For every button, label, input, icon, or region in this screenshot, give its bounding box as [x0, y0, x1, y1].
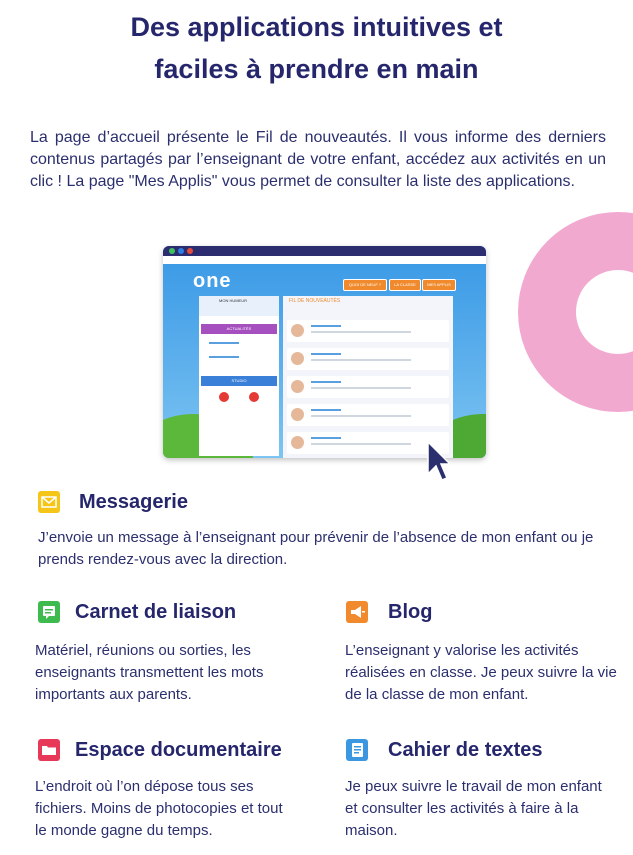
title-line-2: faciles à prendre en main [154, 54, 479, 84]
decorative-ring [518, 212, 633, 412]
envelope-icon [38, 491, 60, 513]
feed-panel [283, 296, 453, 458]
avatar [291, 324, 304, 337]
feed-item [287, 432, 449, 454]
window-dot-blue-icon [178, 248, 184, 254]
window-titlebar [163, 246, 486, 256]
espace-text: L’endroit où l’on dépose tous ses fichiers. Moins de photocopies et tout le monde gagne du temps. [35, 778, 283, 839]
window-dot-green-icon [169, 248, 175, 254]
news-line [209, 342, 239, 344]
mood-widget: MON HUMEUR [199, 296, 279, 316]
feed-item [287, 348, 449, 370]
feed-line [311, 437, 341, 439]
feed-line [311, 415, 411, 417]
feed-line [311, 443, 411, 445]
blog-title: Blog [388, 601, 433, 623]
feed-line [311, 359, 411, 361]
feed-line [311, 353, 341, 355]
app-screenshot [163, 246, 486, 458]
window-dot-red-icon [187, 248, 193, 254]
feed-item [287, 320, 449, 342]
studio-header: STUDIO [201, 376, 277, 386]
avatar [291, 352, 304, 365]
intro-paragraph: La page d’accueil présente le Fil de nouveautés. Il vous informe des derniers contenus partagés par l’enseignant de votre enfant, accédez aux activités en un clic ! La page "Mes Applis" vous permet de consulter la liste des applications. [30, 129, 606, 190]
cahier-title: Cahier de textes [388, 739, 543, 761]
carnet-text: Matériel, réunions ou sorties, les enseignants transmettent les mots importants aux parents. [35, 642, 264, 703]
avatar [291, 436, 304, 449]
page-title [0, 6, 633, 90]
quoi-de-neuf-button: QUOI DE NEUF ? [343, 279, 387, 291]
feed-line [311, 409, 341, 411]
feed-line [311, 331, 411, 333]
feed-item [287, 376, 449, 398]
folder-icon [38, 739, 60, 761]
feed-line [311, 387, 411, 389]
mes-applis-button: MES APPLIS [422, 279, 456, 291]
cahier-text: Je peux suivre le travail de mon enfant et consulter les activités à faire à la maison. [345, 778, 602, 839]
carnet-title: Carnet de liaison [75, 601, 237, 623]
app-topbar [163, 256, 486, 264]
blog-text: L’enseignant y valorise les activités réalisées en classe. Je peux suivre la vie de la classe de mon enfant. [345, 642, 617, 703]
news-header: ACTUALITÉS [201, 324, 277, 334]
feed-title: FIL DE NOUVEAUTÉS [289, 298, 341, 304]
left-panel [199, 296, 279, 456]
messagerie-text: J’envoie un message à l’enseignant pour prévenir de l’absence de mon enfant ou je prends rendez-vous avec la direction. [38, 529, 594, 568]
messagerie-title: Messagerie [79, 491, 188, 513]
feed-line [311, 381, 341, 383]
app-logo: one [193, 270, 232, 292]
avatar [291, 380, 304, 393]
feed-line [311, 325, 341, 327]
notebook-icon [346, 739, 368, 761]
megaphone-icon [346, 601, 368, 623]
news-line [209, 356, 239, 358]
title-line-1: Des applications intuitives et [130, 12, 503, 42]
feed-item [287, 404, 449, 426]
espace-title: Espace documentaire [75, 739, 282, 761]
chat-icon [38, 601, 60, 623]
microphone-icon [219, 392, 229, 402]
la-classe-button: LA CLASSE [389, 279, 421, 291]
video-icon [249, 392, 259, 402]
avatar [291, 408, 304, 421]
mouse-cursor-icon [426, 440, 450, 482]
